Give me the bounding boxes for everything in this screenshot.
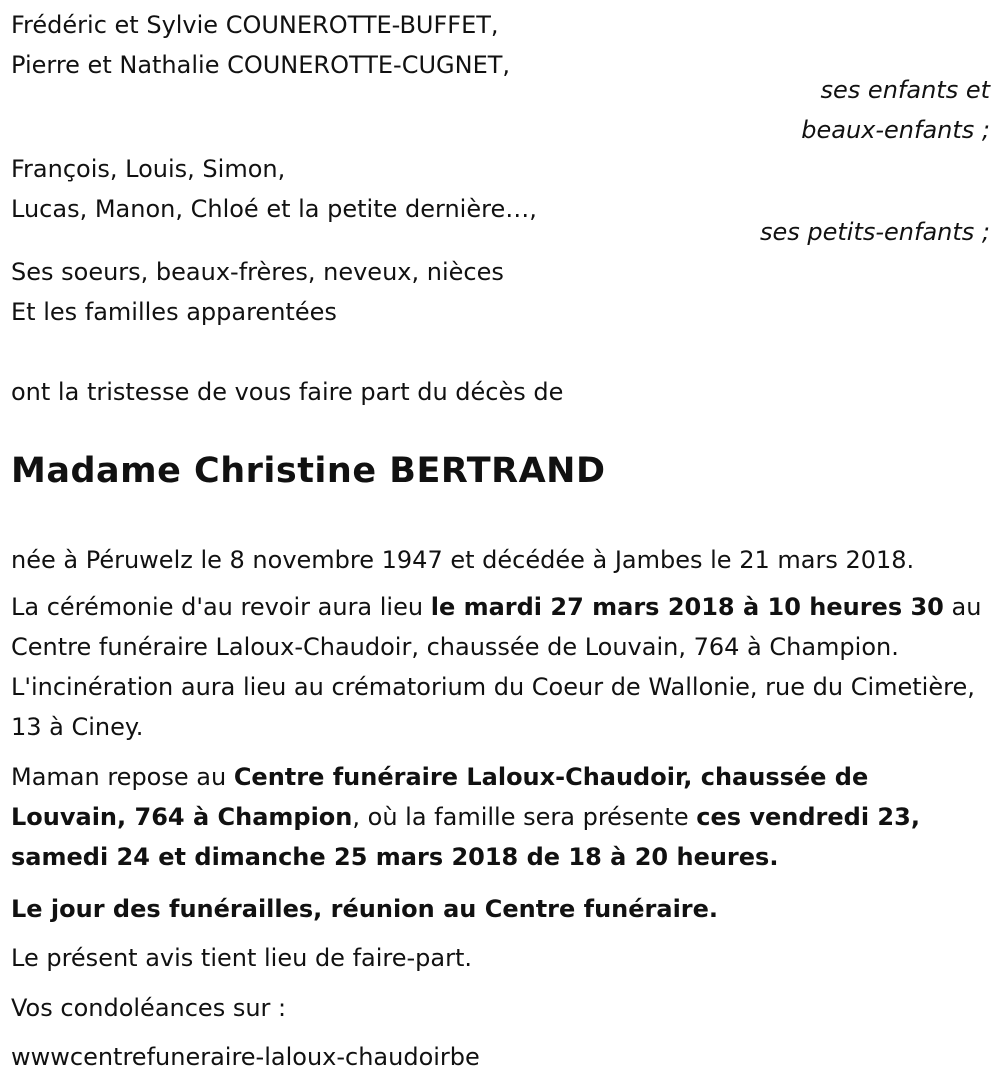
funeral-day-text: Le jour des funérailles, réunion au Centre funéraire. bbox=[11, 895, 719, 923]
visitation-dates: ces vendredi 23, samedi 24 et dimanche 25 mars 2018 de 18 à 20 heures. bbox=[11, 803, 920, 871]
ceremony-paragraph bbox=[11, 587, 991, 747]
ceremony-details: au Centre funéraire Laloux-Chaudoir, chaussée de Louvain, 764 à Champion. L'incinération aura lieu au crématorium du Coeur de Wallonie, rue du Cimetière, 13 à Ciney. bbox=[11, 593, 982, 741]
visitation-paragraph bbox=[11, 757, 991, 877]
notice-text: Le présent avis tient lieu de faire-part. bbox=[11, 944, 473, 972]
family-line-2: Et les familles apparentées bbox=[11, 298, 337, 326]
visitation-place: Centre funéraire Laloux-Chaudoir, chaussée de Louvain, 764 à Champion bbox=[11, 763, 869, 831]
visitation-middle: , où la famille sera présente bbox=[352, 803, 697, 831]
visitation-prefix: Maman repose au bbox=[11, 763, 234, 791]
children-line-2: Pierre et Nathalie COUNEROTTE-CUGNET, bbox=[11, 51, 511, 79]
grandchildren-line-1: François, Louis, Simon, bbox=[11, 155, 286, 183]
condolences-label: Vos condoléances sur : bbox=[11, 994, 287, 1022]
grandchildren-line-2: Lucas, Manon, Chloé et la petite dernière…, bbox=[11, 195, 537, 223]
deceased-name: Madame Christine BERTRAND bbox=[11, 451, 606, 491]
children-line-1: Frédéric et Sylvie COUNEROTTE-BUFFET, bbox=[11, 11, 499, 39]
website-text: wwwcentrefuneraire-laloux-chaudoirbe bbox=[11, 1043, 480, 1071]
children-role-line-2: beaux-enfants ; bbox=[801, 116, 990, 144]
grandchildren-role: ses petits-enfants ; bbox=[759, 218, 990, 246]
family-line-1: Ses soeurs, beaux-frères, neveux, nièces bbox=[11, 258, 504, 286]
ceremony-date-time: le mardi 27 mars 2018 à 10 heures 30 bbox=[430, 593, 944, 621]
birth-death-text: née à Péruwelz le 8 novembre 1947 et décédée à Jambes le 21 mars 2018. bbox=[11, 546, 915, 574]
children-role-line-1: ses enfants et bbox=[820, 76, 990, 104]
ceremony-prefix: La cérémonie d'au revoir aura lieu bbox=[11, 593, 431, 621]
announcement-text: ont la tristesse de vous faire part du décès de bbox=[11, 378, 564, 406]
